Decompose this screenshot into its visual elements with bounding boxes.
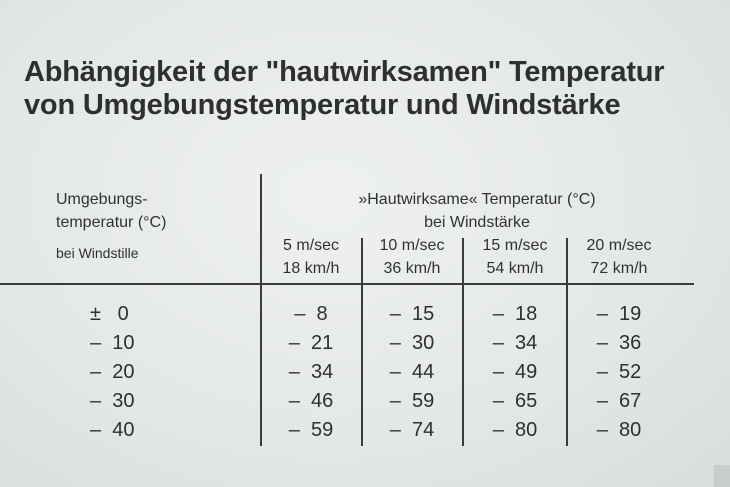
table-cell: – 34 bbox=[288, 361, 334, 383]
column-header-ms: 5 m/sec bbox=[282, 237, 339, 254]
ambient-header-line-2: temperatur (°C) bbox=[56, 214, 167, 231]
table-cell: – 65 bbox=[492, 390, 538, 412]
table-cell: – 21 bbox=[288, 332, 334, 354]
table-cell: – 74 bbox=[389, 419, 435, 441]
table-cell: – 18 bbox=[492, 303, 538, 325]
skin-temp-header-line-1: »Hautwirksame« Temperatur (°C) bbox=[358, 191, 596, 208]
table-cell: – 52 bbox=[596, 361, 642, 383]
table-cell: – 59 bbox=[288, 419, 334, 441]
table-cell: – 36 bbox=[596, 332, 642, 354]
header-rule bbox=[0, 283, 694, 285]
table-cell: – 34 bbox=[492, 332, 538, 354]
table-cell: – 49 bbox=[492, 361, 538, 383]
title-line-1: Abhängigkeit der "hautwirksamen" Temperatur bbox=[24, 56, 665, 88]
column-header-ms: 20 m/sec bbox=[586, 237, 652, 254]
table-cell: – 80 bbox=[492, 419, 538, 441]
ambient-value: – 20 bbox=[90, 361, 135, 383]
slide-frame-corner bbox=[714, 465, 730, 487]
column-header-kmh: 54 km/h bbox=[486, 260, 544, 277]
table-cell: – 46 bbox=[288, 390, 334, 412]
table-cell: – 59 bbox=[389, 390, 435, 412]
column-header-kmh: 72 km/h bbox=[590, 260, 648, 277]
column-header-ms: 15 m/sec bbox=[482, 237, 548, 254]
title-line-2: von Umgebungstemperatur und Windstärke bbox=[24, 89, 621, 121]
table-cell: – 8 bbox=[294, 303, 328, 325]
table-cell: – 44 bbox=[389, 361, 435, 383]
column-header-ms: 10 m/sec bbox=[379, 237, 445, 254]
ambient-header-line-1: Umgebungs- bbox=[56, 191, 148, 208]
ambient-header-line-3: bei Windstille bbox=[56, 245, 139, 261]
table-cell: – 19 bbox=[596, 303, 642, 325]
skin-temp-header-line-2: bei Windstärke bbox=[424, 214, 530, 231]
ambient-value: – 10 bbox=[90, 332, 135, 354]
ambient-value: ± 0 bbox=[90, 303, 129, 325]
ambient-value: – 30 bbox=[90, 390, 135, 412]
column-header-kmh: 36 km/h bbox=[383, 260, 441, 277]
table-cell: – 67 bbox=[596, 390, 642, 412]
page-title bbox=[24, 56, 664, 122]
table-cell: – 30 bbox=[389, 332, 435, 354]
ambient-value: – 40 bbox=[90, 419, 135, 441]
table-cell: – 15 bbox=[389, 303, 435, 325]
table-cell: – 80 bbox=[596, 419, 642, 441]
column-header-kmh: 18 km/h bbox=[282, 260, 340, 277]
